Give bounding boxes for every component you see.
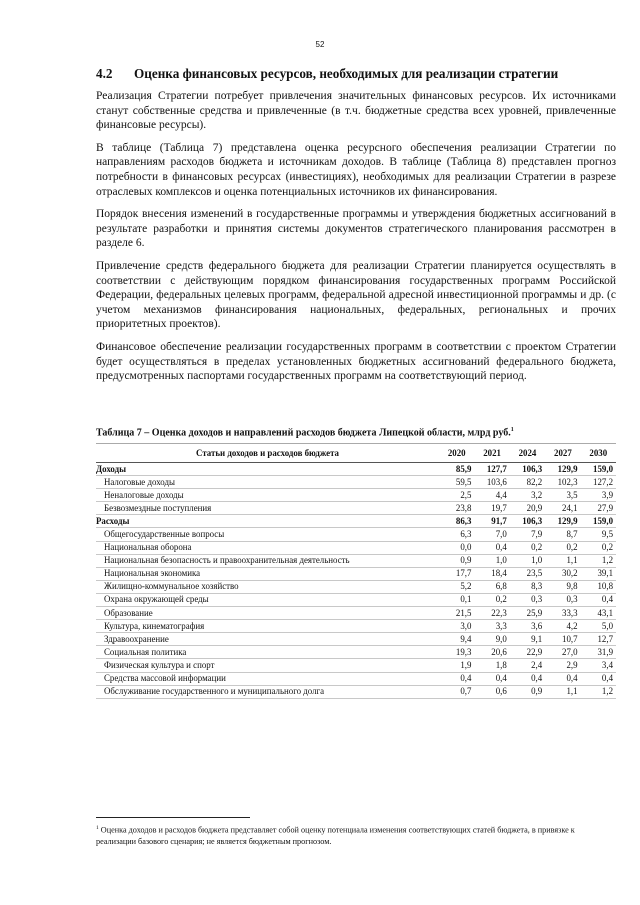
column-header-label: Статьи доходов и расходов бюджета [96, 444, 439, 463]
row-label: Здравоохранение [96, 633, 439, 646]
row-value-2030: 0,4 [581, 672, 616, 685]
table-row [96, 633, 616, 646]
row-value-2021: 9,0 [474, 633, 509, 646]
footnote-text: Оценка доходов и расходов бюджета представляет собой оценку потенциала изменения соответствующих статей бюджета, в привязке к реализации базового сценария; не является бюджетным прогнозом. [96, 825, 575, 847]
row-value-2030: 10,8 [581, 580, 616, 593]
row-value-2024: 23,5 [510, 567, 545, 580]
row-value-2030: 27,9 [581, 502, 616, 515]
row-value-2021: 0,2 [474, 593, 509, 606]
row-value-2030: 0,4 [581, 593, 616, 606]
column-header-year: 2021 [474, 444, 509, 463]
row-label: Национальная оборона [96, 541, 439, 554]
row-label: Доходы [96, 463, 439, 476]
table-row [96, 580, 616, 593]
table-row [96, 672, 616, 685]
row-label: Расходы [96, 515, 439, 528]
paragraph: Финансовое обеспечение реализации государственных программ в соответствии с проектом Стратегии будет осуществляться в пределах установленных бюджетных ассигнований федерального бюджета, предусмотренных паспортами государственных программ на соответствующий период. [96, 340, 616, 383]
row-value-2020: 86,3 [439, 515, 474, 528]
table-row [96, 646, 616, 659]
row-value-2021: 7,0 [474, 528, 509, 541]
row-value-2020: 0,0 [439, 541, 474, 554]
row-value-2020: 9,4 [439, 633, 474, 646]
row-value-2027: 4,2 [545, 620, 580, 633]
table-row [96, 476, 616, 489]
table-caption [96, 427, 626, 438]
body-text [96, 89, 616, 392]
row-value-2021: 6,8 [474, 580, 509, 593]
table-row [96, 502, 616, 515]
row-value-2024: 20,9 [510, 502, 545, 515]
row-value-2021: 91,7 [474, 515, 509, 528]
footnote [96, 823, 616, 848]
row-label: Неналоговые доходы [96, 489, 439, 502]
row-value-2020: 0,7 [439, 685, 474, 698]
section-heading [96, 66, 616, 82]
row-value-2020: 0,9 [439, 554, 474, 567]
column-header-year: 2027 [545, 444, 580, 463]
row-value-2020: 0,4 [439, 672, 474, 685]
row-value-2030: 127,2 [581, 476, 616, 489]
row-value-2030: 43,1 [581, 607, 616, 620]
column-header-year: 2030 [581, 444, 616, 463]
table-row [96, 620, 616, 633]
row-value-2024: 0,2 [510, 541, 545, 554]
row-value-2024: 106,3 [510, 515, 545, 528]
table-header-row [96, 444, 616, 463]
row-value-2021: 19,7 [474, 502, 509, 515]
row-value-2030: 0,2 [581, 541, 616, 554]
row-value-2021: 22,3 [474, 607, 509, 620]
row-value-2020: 23,8 [439, 502, 474, 515]
row-value-2020: 85,9 [439, 463, 474, 476]
row-label: Обслуживание государственного и муниципального долга [96, 685, 439, 698]
paragraph: Реализация Стратегии потребует привлечения значительных финансовых ресурсов. Их источниками станут собственные средства и привлеченные (в т.ч. бюджетные средства всех уровней, привлеченные финансовые ресурсы). [96, 90, 616, 132]
table-total-row [96, 463, 616, 476]
row-value-2021: 103,6 [474, 476, 509, 489]
table-row [96, 554, 616, 567]
row-label: Культура, кинематография [96, 620, 439, 633]
row-value-2027: 30,2 [545, 567, 580, 580]
row-value-2024: 106,3 [510, 463, 545, 476]
row-value-2021: 3,3 [474, 620, 509, 633]
footnote-reference[interactable]: 1 [510, 427, 514, 433]
row-value-2027: 27,0 [545, 646, 580, 659]
row-label: Охрана окружающей среды [96, 593, 439, 606]
row-value-2030: 3,9 [581, 489, 616, 502]
row-value-2030: 39,1 [581, 567, 616, 580]
footnote-mark: 1 [96, 825, 99, 831]
row-value-2027: 2,9 [545, 659, 580, 672]
row-value-2020: 17,7 [439, 567, 474, 580]
row-label: Безвозмездные поступления [96, 502, 439, 515]
table-row [96, 593, 616, 606]
row-value-2030: 5,0 [581, 620, 616, 633]
row-value-2030: 1,2 [581, 554, 616, 567]
row-value-2024: 0,9 [510, 685, 545, 698]
row-label: Средства массовой информации [96, 672, 439, 685]
table-total-row [96, 515, 616, 528]
row-value-2027: 24,1 [545, 502, 580, 515]
row-value-2030: 1,2 [581, 685, 616, 698]
row-value-2021: 0,4 [474, 541, 509, 554]
row-label: Общегосударственные вопросы [96, 528, 439, 541]
budget-table [96, 443, 616, 699]
row-value-2020: 21,5 [439, 607, 474, 620]
row-value-2027: 8,7 [545, 528, 580, 541]
row-value-2021: 4,4 [474, 489, 509, 502]
table-row [96, 685, 616, 698]
row-value-2027: 0,4 [545, 672, 580, 685]
table-row [96, 607, 616, 620]
table-row [96, 541, 616, 554]
row-value-2020: 0,1 [439, 593, 474, 606]
row-label: Социальная политика [96, 646, 439, 659]
row-value-2027: 1,1 [545, 685, 580, 698]
row-value-2024: 1,0 [510, 554, 545, 567]
row-value-2027: 0,2 [545, 541, 580, 554]
row-value-2021: 1,0 [474, 554, 509, 567]
row-value-2024: 9,1 [510, 633, 545, 646]
row-value-2020: 6,3 [439, 528, 474, 541]
row-value-2027: 0,3 [545, 593, 580, 606]
table-row [96, 489, 616, 502]
section-title: Оценка финансовых ресурсов, необходимых для реализации стратегии [134, 66, 559, 81]
row-value-2024: 82,2 [510, 476, 545, 489]
row-value-2027: 129,9 [545, 463, 580, 476]
row-label: Национальная экономика [96, 567, 439, 580]
row-value-2021: 20,6 [474, 646, 509, 659]
row-value-2020: 3,0 [439, 620, 474, 633]
row-value-2021: 18,4 [474, 567, 509, 580]
row-value-2024: 8,3 [510, 580, 545, 593]
row-value-2027: 3,5 [545, 489, 580, 502]
footnote-divider [96, 817, 250, 818]
table-row [96, 659, 616, 672]
row-value-2030: 159,0 [581, 515, 616, 528]
row-value-2030: 31,9 [581, 646, 616, 659]
row-value-2024: 7,9 [510, 528, 545, 541]
row-label: Национальная безопасность и правоохранительная деятельность [96, 554, 439, 567]
row-value-2020: 1,9 [439, 659, 474, 672]
table-row [96, 567, 616, 580]
row-label: Образование [96, 607, 439, 620]
paragraph: Привлечение средств федерального бюджета для реализации Стратегии планируется осуществлять в соответствии с действующим порядком финансирования государственных программ Российской Федерации, федеральных целевых программ, федеральной адресной инвестиционной программы и др. (с учетом механизмов финансирования национальных, федеральных, региональных и прочих приоритетных проектов). [96, 259, 616, 331]
row-value-2020: 59,5 [439, 476, 474, 489]
row-value-2027: 10,7 [545, 633, 580, 646]
row-value-2027: 129,9 [545, 515, 580, 528]
row-value-2020: 19,3 [439, 646, 474, 659]
table-row [96, 528, 616, 541]
row-value-2024: 3,6 [510, 620, 545, 633]
row-value-2030: 12,7 [581, 633, 616, 646]
row-value-2030: 159,0 [581, 463, 616, 476]
row-value-2024: 0,3 [510, 593, 545, 606]
column-header-year: 2020 [439, 444, 474, 463]
row-value-2024: 22,9 [510, 646, 545, 659]
row-value-2030: 9,5 [581, 528, 616, 541]
row-label: Физическая культура и спорт [96, 659, 439, 672]
row-value-2024: 25,9 [510, 607, 545, 620]
section-number: 4.2 [96, 66, 113, 81]
row-value-2027: 1,1 [545, 554, 580, 567]
row-value-2021: 1,8 [474, 659, 509, 672]
row-value-2024: 0,4 [510, 672, 545, 685]
row-value-2021: 0,6 [474, 685, 509, 698]
row-value-2020: 5,2 [439, 580, 474, 593]
row-value-2024: 2,4 [510, 659, 545, 672]
page-number: 52 [315, 40, 325, 49]
row-value-2030: 3,4 [581, 659, 616, 672]
row-value-2021: 127,7 [474, 463, 509, 476]
row-value-2027: 33,3 [545, 607, 580, 620]
row-value-2027: 102,3 [545, 476, 580, 489]
row-value-2024: 3,2 [510, 489, 545, 502]
table-caption-text: Таблица 7 – Оценка доходов и направлений расходов бюджета Липецкой области, млрд руб. [96, 427, 511, 439]
row-label: Жилищно-коммунальное хозяйство [96, 580, 439, 593]
row-value-2027: 9,8 [545, 580, 580, 593]
paragraph: В таблице (Таблица 7) представлена оценка ресурсного обеспечения реализации Стратегии по направлениям расходов бюджета и источникам доходов. В таблице (Таблица 8) представлен прогноз потребности в финансовых ресурсах (инвестициях), необходимых для реализации Стратегии в разрезе отраслевых комплексов и оценка потенциальных источников их финансирования. [96, 141, 616, 198]
paragraph: Порядок внесения изменений в государственные программы и утверждения бюджетных ассигнований в результате разработки и принятия системы документов стратегического планирования рассмотрен в разделе 6. [96, 208, 616, 250]
column-header-year: 2024 [510, 444, 545, 463]
row-value-2021: 0,4 [474, 672, 509, 685]
row-label: Налоговые доходы [96, 476, 439, 489]
row-value-2020: 2,5 [439, 489, 474, 502]
